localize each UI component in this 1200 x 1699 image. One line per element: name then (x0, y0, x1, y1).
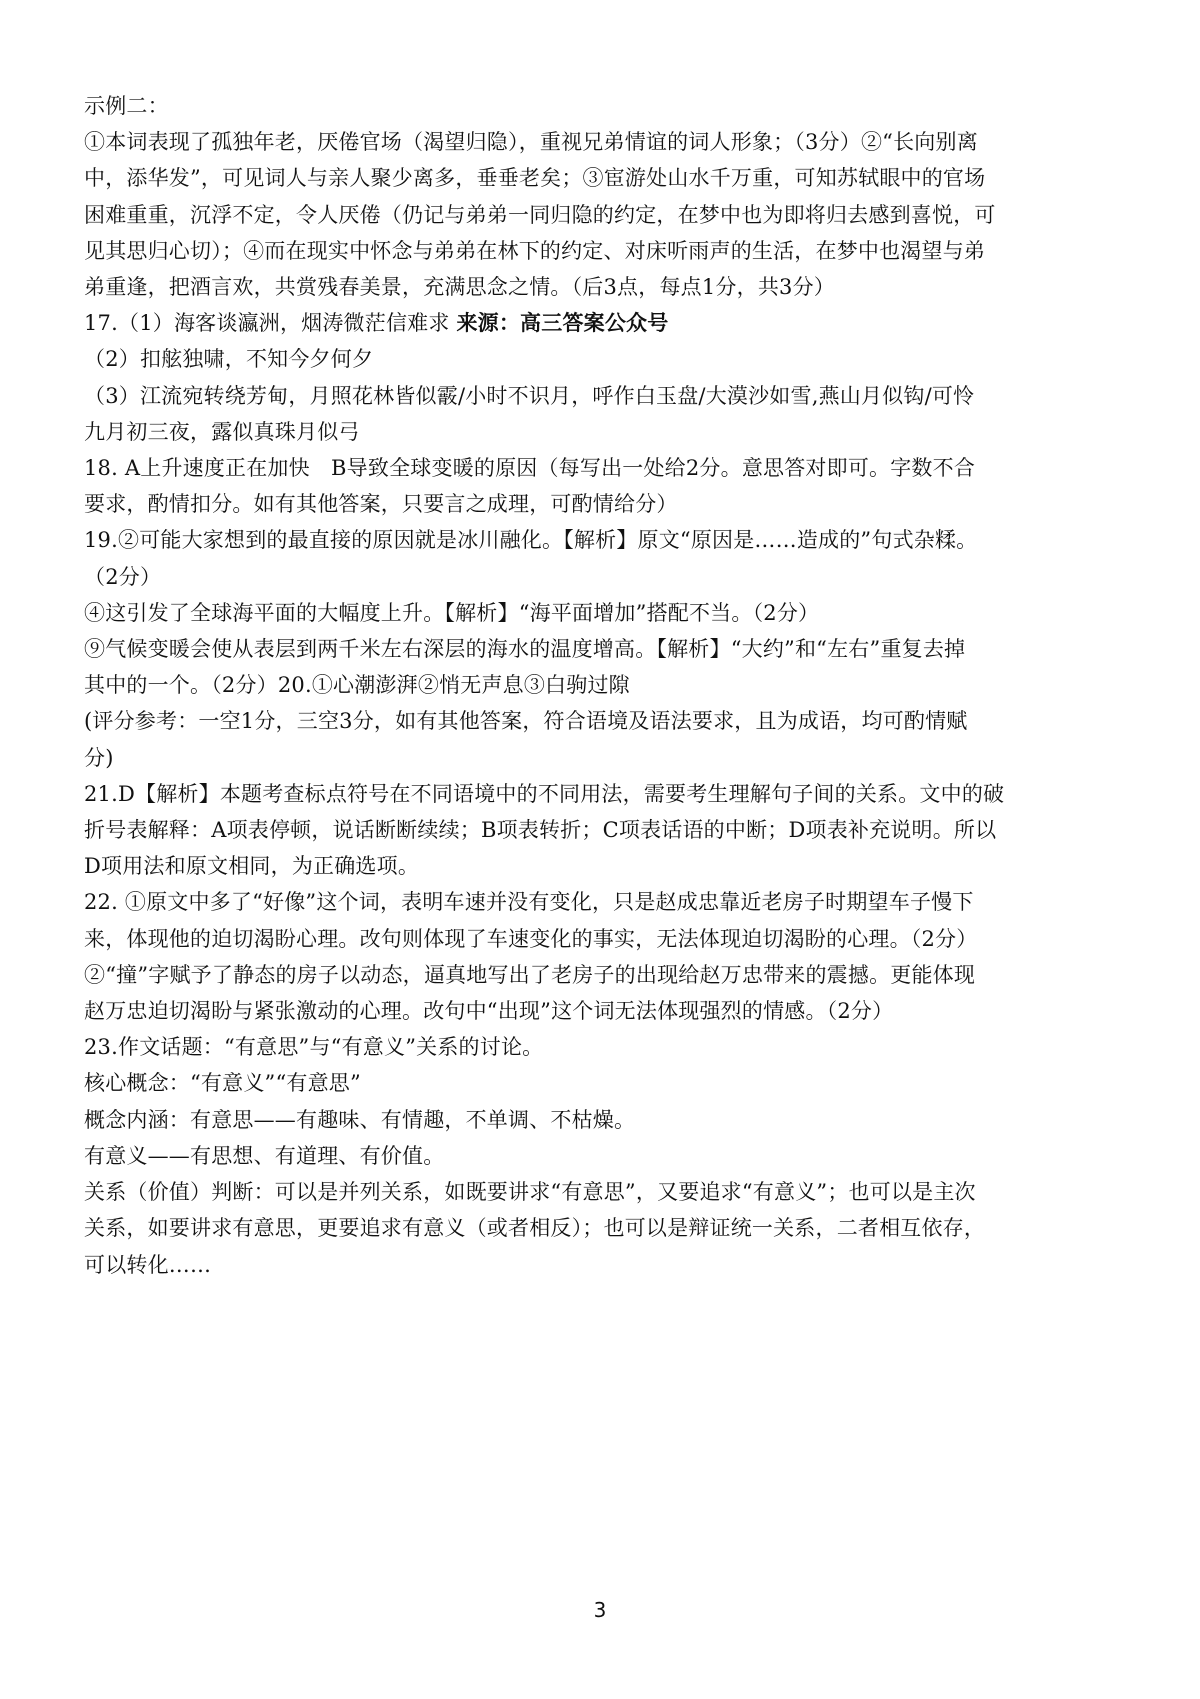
text-line: 21.D【解析】本题考查标点符号在不同语境中的不同用法，需要考生理解句子间的关系。文中的破 (84, 781, 1005, 806)
text-line: 22. ①原文中多了“好像”这个词，表明车速并没有变化，只是赵成忠靠近老房子时期望车子慢下 (84, 890, 974, 915)
text-line: 赵万忠迫切渴盼与紧张激动的心理。改句中“出现”这个词无法体现强烈的情感。（2分） (84, 999, 894, 1024)
source-label: 来源：高三答案公众号 (456, 311, 669, 336)
text-line: 其中的一个。（2分）20.①心潮澎湃②悄无声息③白驹过隙 (84, 673, 630, 698)
text-line: ⑨气候变暖会使从表层到两千米左右深层的海水的温度增高。【解析】“大约”和“左右”重复去掉 (84, 637, 966, 662)
text-line: 概念内涵：有意思——有趣味、有情趣，不单调、不枯燥。 (84, 1107, 636, 1132)
text-line: 关系（价值）判断：可以是并列关系，如既要讲求“有意思”，又要追求“有意义”；也可以是主次 (84, 1180, 976, 1205)
text-line: （2）扣舷独啸，不知今夕何夕 (84, 347, 374, 372)
text-line: （2分） (84, 564, 162, 589)
text-line: 见其思归心切）；④而在现实中怀念与弟弟在林下的约定、对床听雨声的生活，在梦中也渴望与弟 (84, 238, 986, 263)
text-line: 要求，酌情扣分。如有其他答案，只要言之成理，可酌情给分） (84, 492, 678, 517)
text-line: 核心概念：“有意义”“有意思” (84, 1071, 361, 1096)
text-line: （3）江流宛转绕芳甸，月照花林皆似霰/小时不识月，呼作白玉盘/大漠沙如雪,燕山月似钩/可怜 (84, 383, 975, 408)
text-line: 18. A上升速度正在加快 B导致全球变暖的原因（每写出一处给2分。意思答对即可。字数不合 (84, 456, 976, 481)
document-body (84, 88, 1124, 1283)
text-line: D项用法和原文相同，为正确选项。 (84, 854, 420, 879)
text-line: 有意义——有思想、有道理、有价值。 (84, 1143, 445, 1168)
text-line: 来，体现他的迫切渴盼心理。改句则体现了车速变化的事实，无法体现迫切渴盼的心理。（2分） (84, 926, 978, 951)
text-line: ①本词表现了孤独年老，厌倦官场（渴望归隐），重视兄弟情谊的词人形象；（3分）②“长向别离 (84, 130, 978, 155)
text-line: 中，添华发”，可见词人与亲人聚少离多，垂垂老矣；③宦游处山水千万重，可知苏轼眼中的官场 (84, 166, 986, 191)
text-line: 可以转化…… (84, 1252, 212, 1277)
text-line: 19.②可能大家想到的最直接的原因就是冰川融化。【解析】原文“原因是……造成的”句式杂糅。 (84, 528, 978, 553)
text-line: 示例二： (84, 94, 169, 118)
text-line: ②“撞”字赋予了静态的房子以动态，逼真地写出了老房子的出现给赵万忠带来的震撼。更能体现 (84, 962, 976, 987)
text-line: 弟重逢，把酒言欢，共赏残春美景，充满思念之情。（后3点，每点1分，共3分） (84, 275, 835, 300)
text-line: 关系，如要讲求有意思，更要追求有意义（或者相反）；也可以是辩证统一关系，二者相互依存， (84, 1216, 986, 1241)
text-line: 分) (84, 745, 114, 770)
text-line: (评分参考：一空1分，三空3分，如有其他答案，符合语境及语法要求，且为成语，均可酌情赋 (84, 709, 968, 734)
text-line-with-source (84, 305, 1124, 341)
page-number: 3 (593, 1598, 607, 1622)
text-line: 23.作文话题：“有意思”与“有意义”关系的讨论。 (84, 1035, 544, 1060)
text-line: 九月初三夜，露似真珠月似弓 (84, 419, 360, 444)
text-line: 困难重重，沉浮不定，令人厌倦（仍记与弟弟一同归隐的约定，在梦中也为即将归去感到喜悦，可 (84, 202, 996, 227)
text-line: 折号表解释：A项表停顿，说话断断续续；B项表转折；C项表话语的中断；D项表补充说明。所以 (84, 818, 997, 843)
answer-17-text: 17.（1）海客谈瀛洲，烟涛微茫信难求 (84, 311, 450, 336)
text-line: ④这引发了全球海平面的大幅度上升。【解析】“海平面增加”搭配不当。（2分） (84, 600, 820, 625)
